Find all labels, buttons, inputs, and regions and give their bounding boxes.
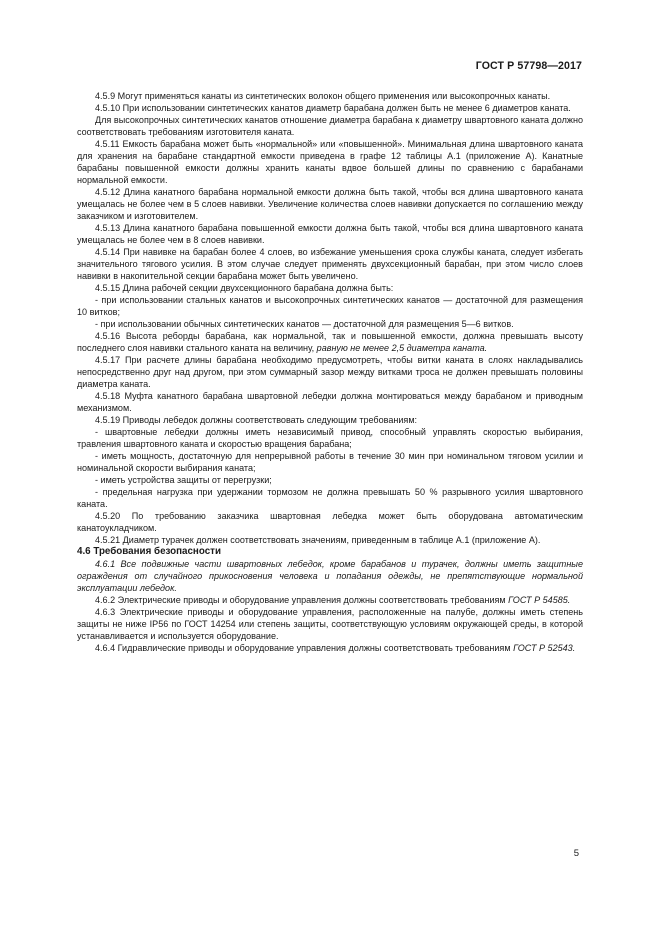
list-item-4-5-19-c: - иметь устройства защиты от перегрузки; <box>95 475 272 485</box>
paragraph-4-5-13: 4.5.13 Длина канатного барабана повышенной емкости должна быть такой, чтобы вся длина швартовного каната умещалась не более чем в 8 слоев навивки. <box>77 223 583 245</box>
paragraph-4-6-2-italic: ГОСТ Р 54585. <box>508 595 571 605</box>
list-item-4-5-19-d: - предельная нагрузка при удержании тормозом не должна превышать 50 % разрывного усилия швартовного каната. <box>77 487 583 509</box>
section-title-4-6: 4.6 Требования безопасности <box>77 546 221 557</box>
paragraph-4-5-10: 4.5.10 При использовании синтетических канатов диаметр барабана должен быть не менее 6 диаметров каната. <box>95 103 571 113</box>
paragraph-4-6-3: 4.6.3 Электрические приводы и оборудование управления, расположенные на палубе, должны иметь степень защиты не ниже IP56 по ГОСТ 14254 или степень защиты, соответствующую условиям окружающей среды, в которой устанавливается и используется оборудование. <box>77 607 583 641</box>
paragraph-4-6-1 <box>77 558 583 594</box>
document-body <box>77 90 583 654</box>
paragraph-4-6-4-text: 4.6.4 Гидравлические приводы и оборудование управления должны соответствовать требованиям <box>95 643 514 653</box>
paragraph-4-5-14: 4.5.14 При навивке на барабан более 4 слоев, во избежание уменьшения срока службы каната, следует избегать значительного тягового усилия. В этом случае следует применять двухсекционный барабан, при этом число слоев навивки в накопительной секции барабана может быть увеличено. <box>77 247 583 281</box>
paragraph-4-5-21: 4.5.21 Диаметр турачек должен соответствовать значениям, приведенным в таблице А.1 (приложение А). <box>95 535 541 545</box>
list-item-4-5-15-b: - при использовании обычных синтетических канатов — достаточной для размещения 5—6 витков. <box>95 319 514 329</box>
paragraph-4-5-16-text: 4.5.16 Высота реборды барабана, как нормальной, так и повышенной емкости, должна превышать высоту последнего слоя навивки стального каната на величину, <box>77 331 583 353</box>
list-item-4-5-19-b: - иметь мощность, достаточную для непрерывной работы в течение 30 мин при номинальном тяговом усилии и номинальной скорости выбирания каната; <box>77 451 583 473</box>
paragraph-4-6-4-italic: ГОСТ Р 52543. <box>513 643 576 653</box>
paragraph-4-5-12: 4.5.12 Длина канатного барабана нормальной емкости должна быть такой, чтобы вся длина швартовного каната умещалась не более чем в 5 слоев навивки. Увеличение количества слоев навивки допускается по соглашению между заказчиком и изготовителем. <box>77 187 583 221</box>
list-item-4-5-15-a: - при использовании стальных канатов и высокопрочных синтетических канатов — достаточной для размещения 10 витков; <box>77 295 583 317</box>
page-number: 5 <box>573 848 579 859</box>
paragraph-4-5-16-italic: равную не менее 2,5 диаметра каната. <box>316 343 488 353</box>
paragraph-4-5-11: 4.5.11 Емкость барабана может быть «нормальной» или «повышенной». Минимальная длина швартовного каната для хранения на барабане стандартной емкости приведена в графе 12 таблицы А.1 (приложение А). Канатные барабаны повышенной емкости должны хранить канаты вдвое большей длины по сравнению с барабанами нормальной емкости. <box>77 139 583 185</box>
paragraph-4-6-2 <box>77 594 583 606</box>
document-header: ГОСТ Р 57798—2017 <box>475 60 582 72</box>
paragraph-4-6-4 <box>77 642 583 654</box>
paragraph-4-5-18: 4.5.18 Муфта канатного барабана швартовной лебедки должна монтироваться между барабаном и приводным механизмом. <box>77 391 583 413</box>
paragraph-4-5-10-note: Для высокопрочных синтетических канатов отношение диаметра барабана к диаметру швартовного каната должно соответствовать требованиям изготовителя каната. <box>77 115 583 137</box>
paragraph-4-5-16 <box>77 330 583 354</box>
paragraph-4-6-2-text: 4.6.2 Электрические приводы и оборудование управления должны соответствовать требованиям <box>95 595 509 605</box>
list-item-4-5-19-a: - швартовные лебедки должны иметь независимый привод, способный управлять скоростью выбирания, травления швартовного каната и скоростью вращения барабана; <box>77 427 583 449</box>
paragraph-4-5-17: 4.5.17 При расчете длины барабана необходимо предусмотреть, чтобы витки каната в слоях накладывались непосредственно друг над другом, при этом суммарный зазор между витками троса не должен превышать половины диаметра каната. <box>77 355 583 389</box>
paragraph-4-5-9: 4.5.9 Могут применяться канаты из синтетических волокон общего применения или высокопрочных канаты. <box>95 91 551 101</box>
paragraph-4-5-19: 4.5.19 Приводы лебедок должны соответствовать следующим требованиям: <box>95 415 418 425</box>
paragraph-4-5-20: 4.5.20 По требованию заказчика швартовная лебедка может быть оборудована автоматическим канатоукладчиком. <box>77 511 583 533</box>
paragraph-4-6-1-italic: 4.6.1 Все подвижные части швартовных лебедок, кроме барабанов и турачек, должны иметь защитные ограждения от случайного прикосновения человека и попадания одежды, не препятствующие нормальной эксплуатации лебедок. <box>77 559 583 593</box>
paragraph-4-5-15: 4.5.15 Длина рабочей секции двухсекционного барабана должна быть: <box>95 283 394 293</box>
